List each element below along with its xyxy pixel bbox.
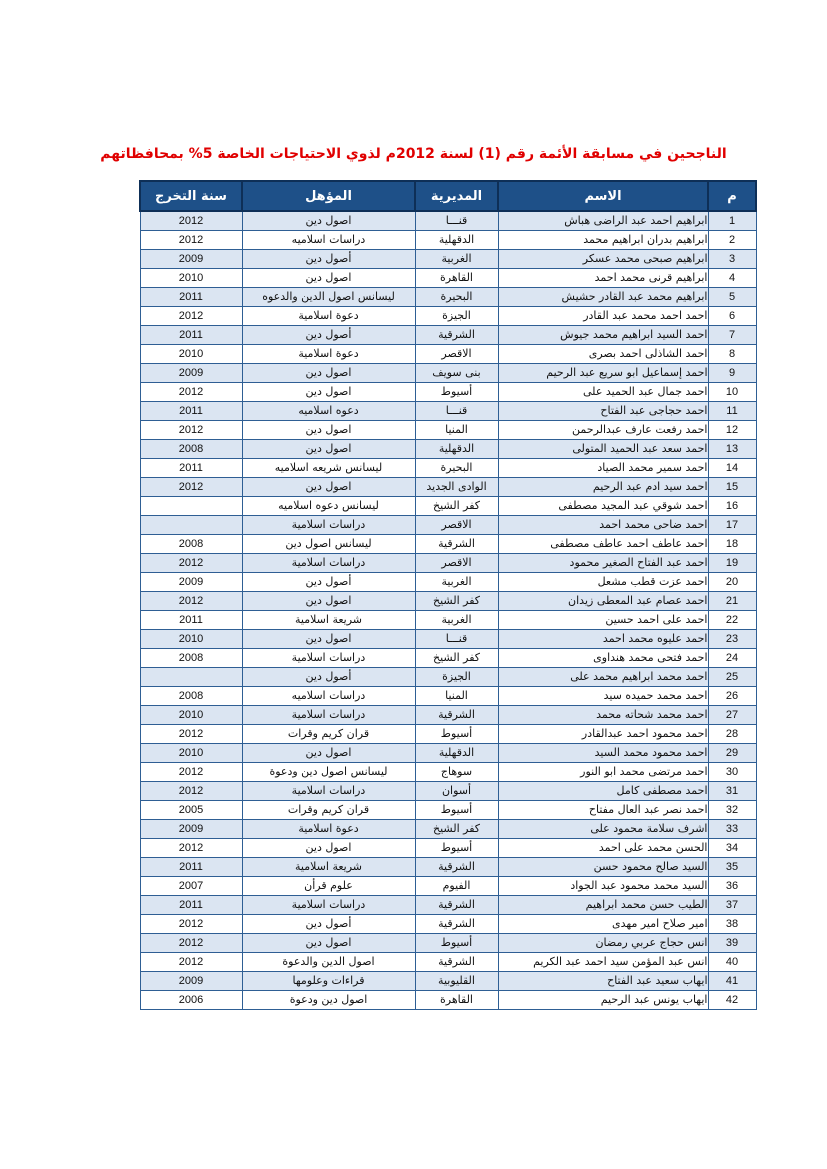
header-grad-year: سنة التخرج xyxy=(140,181,242,211)
cell-name: احمد محمد ابراهيم محمد على xyxy=(498,668,708,687)
table-row xyxy=(140,326,756,345)
cell-directorate: الاقصر xyxy=(415,516,498,535)
cell-num: 34 xyxy=(708,839,756,858)
cell-num: 11 xyxy=(708,402,756,421)
cell-num: 35 xyxy=(708,858,756,877)
cell-num: 32 xyxy=(708,801,756,820)
cell-qualification: اصول دين xyxy=(242,744,415,763)
cell-name: احمد الشاذلى احمد بصرى xyxy=(498,345,708,364)
cell-qualification: دراسات اسلامية xyxy=(242,706,415,725)
cell-directorate: القاهرة xyxy=(415,269,498,288)
cell-grad-year: 2011 xyxy=(140,402,242,421)
cell-qualification: دراسات اسلامية xyxy=(242,896,415,915)
cell-qualification: علوم قرأن xyxy=(242,877,415,896)
cell-directorate: كفر الشيخ xyxy=(415,820,498,839)
table-row xyxy=(140,497,756,516)
cell-directorate: الدقهلية xyxy=(415,744,498,763)
cell-num: 12 xyxy=(708,421,756,440)
results-table xyxy=(139,180,757,1010)
cell-qualification: ليسانس اصول الدين والدعوه xyxy=(242,288,415,307)
cell-num: 9 xyxy=(708,364,756,383)
cell-num: 40 xyxy=(708,953,756,972)
table-row xyxy=(140,478,756,497)
table-row xyxy=(140,630,756,649)
cell-qualification: دراسات اسلامية xyxy=(242,516,415,535)
table-row xyxy=(140,459,756,478)
cell-directorate: البحيرة xyxy=(415,288,498,307)
cell-name: ايهاب يونس عبد الرحيم xyxy=(498,991,708,1010)
cell-directorate: الشرقية xyxy=(415,953,498,972)
cell-directorate: قنـــا xyxy=(415,402,498,421)
cell-name: انس حجاج عربي رمضان xyxy=(498,934,708,953)
cell-qualification: اصول دين xyxy=(242,269,415,288)
cell-grad-year: 2012 xyxy=(140,478,242,497)
cell-grad-year: 2010 xyxy=(140,630,242,649)
cell-directorate: الدقهلية xyxy=(415,231,498,250)
cell-name: احمد سعد عبد الحميد المتولى xyxy=(498,440,708,459)
cell-num: 7 xyxy=(708,326,756,345)
cell-grad-year: 2007 xyxy=(140,877,242,896)
cell-grad-year: 2005 xyxy=(140,801,242,820)
cell-name: احمد شوقي عبد المجيد مصطفى xyxy=(498,497,708,516)
table-row xyxy=(140,896,756,915)
cell-name: احمد عبد الفتاح الصغير محمود xyxy=(498,554,708,573)
table-row xyxy=(140,592,756,611)
cell-name: الطيب حسن محمد ابراهيم xyxy=(498,896,708,915)
cell-grad-year: 2011 xyxy=(140,326,242,345)
cell-num: 25 xyxy=(708,668,756,687)
cell-qualification: دراسات اسلامية xyxy=(242,782,415,801)
cell-qualification: اصول دين xyxy=(242,630,415,649)
header-directorate: المديرية xyxy=(415,181,498,211)
cell-qualification: قران كريم وقرات xyxy=(242,801,415,820)
cell-num: 27 xyxy=(708,706,756,725)
cell-name: ابراهيم احمد عبد الراضى هباش xyxy=(498,211,708,231)
table-row xyxy=(140,288,756,307)
cell-qualification: اصول دين xyxy=(242,592,415,611)
cell-name: احمد محمود احمد عبدالقادر xyxy=(498,725,708,744)
cell-grad-year: 2011 xyxy=(140,459,242,478)
cell-directorate: الشرقية xyxy=(415,706,498,725)
cell-grad-year: 2009 xyxy=(140,364,242,383)
cell-num: 18 xyxy=(708,535,756,554)
cell-num: 6 xyxy=(708,307,756,326)
cell-qualification: اصول دين xyxy=(242,211,415,231)
table-row xyxy=(140,687,756,706)
cell-num: 39 xyxy=(708,934,756,953)
cell-name: احمد محمد شحاته محمد xyxy=(498,706,708,725)
cell-name: الحسن محمد على احمد xyxy=(498,839,708,858)
cell-num: 23 xyxy=(708,630,756,649)
cell-grad-year: 2012 xyxy=(140,725,242,744)
cell-num: 19 xyxy=(708,554,756,573)
cell-directorate: أسوان xyxy=(415,782,498,801)
cell-num: 17 xyxy=(708,516,756,535)
cell-grad-year: 2012 xyxy=(140,592,242,611)
cell-qualification: اصول دين xyxy=(242,383,415,402)
cell-grad-year: 2012 xyxy=(140,953,242,972)
cell-grad-year: 2008 xyxy=(140,535,242,554)
cell-directorate: الشرقية xyxy=(415,858,498,877)
cell-directorate: قنـــا xyxy=(415,211,498,231)
cell-grad-year xyxy=(140,668,242,687)
cell-qualification: دعوة اسلامية xyxy=(242,345,415,364)
cell-grad-year: 2010 xyxy=(140,744,242,763)
cell-qualification: ليسانس شريعه اسلاميه xyxy=(242,459,415,478)
cell-qualification: ليسانس اصول دين ودعوة xyxy=(242,763,415,782)
cell-name: ابراهيم صبحى محمد عسكر xyxy=(498,250,708,269)
cell-grad-year: 2009 xyxy=(140,820,242,839)
cell-name: احمد فتحى محمد هنداوى xyxy=(498,649,708,668)
cell-directorate: البحيرة xyxy=(415,459,498,478)
cell-grad-year: 2009 xyxy=(140,250,242,269)
cell-grad-year: 2009 xyxy=(140,573,242,592)
table-row xyxy=(140,706,756,725)
cell-directorate: القليوبية xyxy=(415,972,498,991)
cell-grad-year: 2006 xyxy=(140,991,242,1010)
cell-num: 22 xyxy=(708,611,756,630)
table-row xyxy=(140,972,756,991)
cell-num: 20 xyxy=(708,573,756,592)
cell-num: 21 xyxy=(708,592,756,611)
table-body xyxy=(140,211,756,1010)
table-row xyxy=(140,535,756,554)
cell-qualification: قراءات وعلومها xyxy=(242,972,415,991)
cell-name: ابراهيم قرنى محمد احمد xyxy=(498,269,708,288)
table-row xyxy=(140,953,756,972)
table-row xyxy=(140,573,756,592)
cell-directorate: قنـــا xyxy=(415,630,498,649)
cell-num: 37 xyxy=(708,896,756,915)
table-row xyxy=(140,269,756,288)
table-row xyxy=(140,858,756,877)
cell-grad-year xyxy=(140,516,242,535)
cell-num: 1 xyxy=(708,211,756,231)
cell-num: 10 xyxy=(708,383,756,402)
cell-qualification: دعوة اسلامية xyxy=(242,307,415,326)
cell-name: ايهاب سعيد عبد الفتاح xyxy=(498,972,708,991)
cell-grad-year: 2012 xyxy=(140,383,242,402)
cell-num: 38 xyxy=(708,915,756,934)
cell-num: 26 xyxy=(708,687,756,706)
cell-grad-year: 2008 xyxy=(140,687,242,706)
cell-directorate: سوهاج xyxy=(415,763,498,782)
header-qualification: المؤهل xyxy=(242,181,415,211)
cell-name: احمد إسماعيل ابو سريع عبد الرحيم xyxy=(498,364,708,383)
cell-name: احمد السيد ابراهيم محمد جيوش xyxy=(498,326,708,345)
cell-grad-year: 2010 xyxy=(140,269,242,288)
cell-num: 29 xyxy=(708,744,756,763)
cell-grad-year: 2008 xyxy=(140,440,242,459)
cell-qualification: دراسات اسلاميه xyxy=(242,231,415,250)
table-row xyxy=(140,364,756,383)
cell-qualification: أصول دين xyxy=(242,250,415,269)
cell-qualification: قران كريم وقرات xyxy=(242,725,415,744)
cell-num: 3 xyxy=(708,250,756,269)
cell-directorate: الاقصر xyxy=(415,345,498,364)
cell-grad-year: 2010 xyxy=(140,345,242,364)
cell-grad-year: 2012 xyxy=(140,211,242,231)
cell-name: احمد عليوه محمد احمد xyxy=(498,630,708,649)
cell-directorate: القاهرة xyxy=(415,991,498,1010)
table-row xyxy=(140,307,756,326)
cell-grad-year: 2012 xyxy=(140,915,242,934)
cell-num: 5 xyxy=(708,288,756,307)
cell-name: احمد ضاحى محمد احمد xyxy=(498,516,708,535)
cell-name: احمد مرتضى محمد ابو النور xyxy=(498,763,708,782)
cell-directorate: أسيوط xyxy=(415,934,498,953)
cell-num: 2 xyxy=(708,231,756,250)
table-row xyxy=(140,250,756,269)
cell-qualification: ليسانس دعوه اسلاميه xyxy=(242,497,415,516)
table-row xyxy=(140,915,756,934)
cell-directorate: كفر الشيخ xyxy=(415,649,498,668)
cell-directorate: الغربية xyxy=(415,573,498,592)
cell-qualification: أصول دين xyxy=(242,326,415,345)
cell-name: احمد جمال عبد الحميد على xyxy=(498,383,708,402)
cell-qualification: أصول دين xyxy=(242,573,415,592)
cell-num: 36 xyxy=(708,877,756,896)
cell-grad-year: 2012 xyxy=(140,782,242,801)
table-row xyxy=(140,649,756,668)
cell-directorate: أسيوط xyxy=(415,801,498,820)
cell-num: 28 xyxy=(708,725,756,744)
cell-name: السيد محمد محمود عبد الجواد xyxy=(498,877,708,896)
cell-name: احمد محمد حميده سيد xyxy=(498,687,708,706)
cell-num: 42 xyxy=(708,991,756,1010)
table-row xyxy=(140,801,756,820)
table-row xyxy=(140,991,756,1010)
cell-num: 15 xyxy=(708,478,756,497)
cell-num: 24 xyxy=(708,649,756,668)
cell-qualification: شريعة اسلامية xyxy=(242,858,415,877)
cell-directorate: الشرقية xyxy=(415,896,498,915)
cell-directorate: بنى سويف xyxy=(415,364,498,383)
cell-qualification: شريعة اسلامية xyxy=(242,611,415,630)
cell-num: 14 xyxy=(708,459,756,478)
cell-grad-year: 2010 xyxy=(140,706,242,725)
cell-qualification: اصول الدين والدعوة xyxy=(242,953,415,972)
cell-directorate: الشرقية xyxy=(415,535,498,554)
table-row xyxy=(140,516,756,535)
table-row xyxy=(140,383,756,402)
cell-num: 8 xyxy=(708,345,756,364)
cell-grad-year: 2012 xyxy=(140,554,242,573)
cell-directorate: أسيوط xyxy=(415,839,498,858)
cell-directorate: كفر الشيخ xyxy=(415,497,498,516)
cell-grad-year: 2009 xyxy=(140,972,242,991)
cell-qualification: دعوة اسلامية xyxy=(242,820,415,839)
cell-name: احمد سمير محمد الصياد xyxy=(498,459,708,478)
cell-qualification: أصول دين xyxy=(242,668,415,687)
header-name: الاسم xyxy=(498,181,708,211)
cell-name: احمد محمود محمد السيد xyxy=(498,744,708,763)
cell-name: انس عبد المؤمن سيد احمد عبد الكريم xyxy=(498,953,708,972)
table-row xyxy=(140,820,756,839)
cell-num: 16 xyxy=(708,497,756,516)
cell-name: احمد سيد ادم عبد الرحيم xyxy=(498,478,708,497)
header-num: م xyxy=(708,181,756,211)
cell-qualification: اصول دين xyxy=(242,934,415,953)
cell-grad-year: 2011 xyxy=(140,611,242,630)
cell-directorate: الجيزة xyxy=(415,307,498,326)
table-row xyxy=(140,402,756,421)
cell-name: احمد احمد محمد عبد القادر xyxy=(498,307,708,326)
table-row xyxy=(140,440,756,459)
cell-directorate: الدقهلية xyxy=(415,440,498,459)
cell-qualification: اصول دين xyxy=(242,440,415,459)
table-row xyxy=(140,839,756,858)
table-row xyxy=(140,211,756,231)
cell-num: 4 xyxy=(708,269,756,288)
cell-qualification: اصول دين xyxy=(242,364,415,383)
cell-qualification: ليسانس اصول دين xyxy=(242,535,415,554)
cell-grad-year: 2011 xyxy=(140,896,242,915)
table-row xyxy=(140,782,756,801)
cell-directorate: المنيا xyxy=(415,421,498,440)
table-row xyxy=(140,744,756,763)
cell-grad-year: 2012 xyxy=(140,839,242,858)
cell-name: ابراهيم محمد عبد القادر حشيش xyxy=(498,288,708,307)
cell-name: احمد رفعت عارف عبدالرحمن xyxy=(498,421,708,440)
cell-name: احمد نصر عبد العال مفتاح xyxy=(498,801,708,820)
cell-name: امير صلاح امير مهدى xyxy=(498,915,708,934)
cell-directorate: الاقصر xyxy=(415,554,498,573)
cell-num: 41 xyxy=(708,972,756,991)
cell-qualification: دراسات اسلاميه xyxy=(242,687,415,706)
cell-num: 31 xyxy=(708,782,756,801)
cell-qualification: اصول دين ودعوة xyxy=(242,991,415,1010)
table-row xyxy=(140,611,756,630)
cell-name: السيد صالح محمود حسن xyxy=(498,858,708,877)
cell-directorate: الغربية xyxy=(415,611,498,630)
cell-name: احمد عاطف احمد عاطف مصطفى xyxy=(498,535,708,554)
cell-num: 33 xyxy=(708,820,756,839)
cell-directorate: الفيوم xyxy=(415,877,498,896)
cell-name: احمد مصطفى كامل xyxy=(498,782,708,801)
table-row xyxy=(140,725,756,744)
cell-grad-year: 2011 xyxy=(140,858,242,877)
cell-grad-year: 2012 xyxy=(140,421,242,440)
cell-qualification: اصول دين xyxy=(242,421,415,440)
table-row xyxy=(140,668,756,687)
cell-grad-year: 2012 xyxy=(140,934,242,953)
cell-directorate: كفر الشيخ xyxy=(415,592,498,611)
table-row xyxy=(140,421,756,440)
cell-qualification: دراسات اسلامية xyxy=(242,649,415,668)
cell-name: ابراهيم بدران ابراهيم محمد xyxy=(498,231,708,250)
cell-num: 13 xyxy=(708,440,756,459)
cell-directorate: الوادى الجديد xyxy=(415,478,498,497)
table-row xyxy=(140,934,756,953)
cell-qualification: اصول دين xyxy=(242,839,415,858)
cell-name: احمد عصام عبد المعطى زيدان xyxy=(498,592,708,611)
table-row xyxy=(140,231,756,250)
table-row xyxy=(140,763,756,782)
cell-name: احمد حجاجى عبد الفتاح xyxy=(498,402,708,421)
cell-grad-year xyxy=(140,497,242,516)
cell-grad-year: 2008 xyxy=(140,649,242,668)
cell-directorate: أسيوط xyxy=(415,383,498,402)
cell-name: احمد عزت قطب مشعل xyxy=(498,573,708,592)
cell-directorate: الشرقية xyxy=(415,326,498,345)
cell-grad-year: 2012 xyxy=(140,307,242,326)
cell-qualification: دراسات اسلامية xyxy=(242,554,415,573)
table-row xyxy=(140,877,756,896)
cell-directorate: الغربية xyxy=(415,250,498,269)
cell-num: 30 xyxy=(708,763,756,782)
table-row xyxy=(140,554,756,573)
cell-qualification: اصول دين xyxy=(242,478,415,497)
cell-directorate: أسيوط xyxy=(415,725,498,744)
cell-directorate: الجيزة xyxy=(415,668,498,687)
cell-directorate: الشرقية xyxy=(415,915,498,934)
table-header-row xyxy=(140,181,756,211)
cell-name: احمد على احمد حسين xyxy=(498,611,708,630)
cell-name: اشرف سلامة محمود على xyxy=(498,820,708,839)
cell-qualification: دعوه اسلاميه xyxy=(242,402,415,421)
cell-grad-year: 2012 xyxy=(140,231,242,250)
table-row xyxy=(140,345,756,364)
cell-grad-year: 2011 xyxy=(140,288,242,307)
cell-qualification: أصول دين xyxy=(242,915,415,934)
cell-grad-year: 2012 xyxy=(140,763,242,782)
cell-directorate: المنيا xyxy=(415,687,498,706)
page-title: الناجحين في مسابقة الأئمة رقم (1) لسنة 2012م لذوي الاحتياجات الخاصة 5% بمحافظاتهم xyxy=(100,146,727,162)
